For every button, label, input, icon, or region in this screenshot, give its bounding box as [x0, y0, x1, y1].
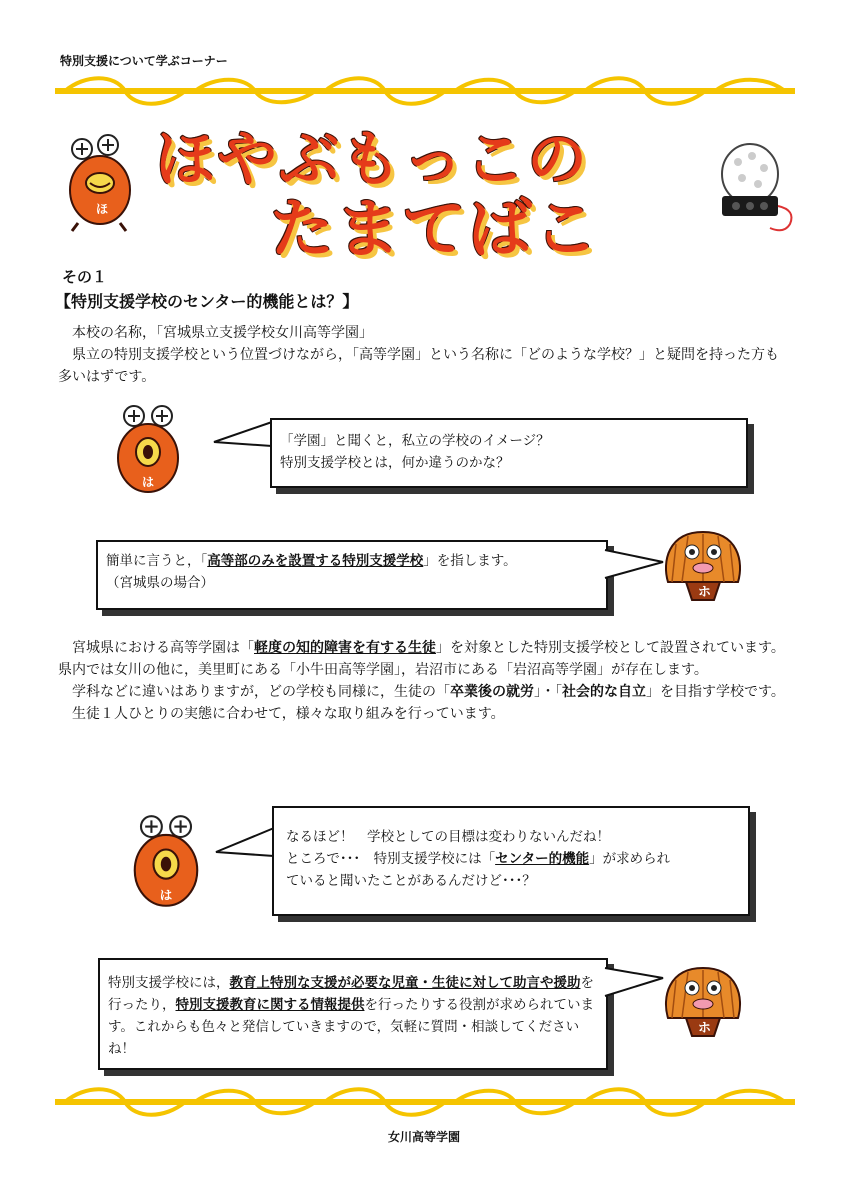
- rice-ball-mascot-icon: [712, 140, 802, 236]
- bubble3-line-1: なるほど！ 学校としての目標は変わりないんだね！: [286, 829, 610, 845]
- svg-text:ホ: ホ: [698, 1021, 712, 1036]
- svg-text:は: は: [142, 475, 155, 489]
- speech-tail: [214, 826, 276, 860]
- body-p3: 生徒１人ひとりの実態に合わせて，様々な取り組みを行っています。: [72, 706, 505, 722]
- scallop-mascot-icon: [660, 528, 746, 610]
- svg-text:ホ: ホ: [698, 585, 712, 600]
- hoya-mascot-icon: [62, 135, 144, 235]
- hoya-mascot-icon: [108, 402, 188, 498]
- ornament-border-bottom: [55, 1085, 795, 1119]
- scallop-mascot-icon: [660, 960, 746, 1050]
- intro-line-2: 県立の特別支援学校という位置づけながら，「高等学園」という名称に「どのような学校？」と疑問を持った方も多いはずです。: [58, 347, 779, 385]
- bubble2-line-2: （宮城県の場合）: [106, 575, 214, 591]
- svg-text:は: は: [159, 887, 173, 903]
- intro-paragraph: [58, 322, 788, 388]
- speech-bubble-hoya-1: [270, 418, 748, 488]
- bubble1-line-1: 「学園」と聞くと，私立の学校のイメージ？: [280, 433, 550, 449]
- body-p1: 宮城県における高等学園は「軽度の知的障害を有する生徒」を対象とした特別支援学校として設置されています。県内では女川の他に，美里町にある「小牛田高等学園」，岩沼市にある「岩沼高等学園」が存在します。: [58, 640, 785, 678]
- speech-tail: [212, 420, 274, 450]
- body-paragraph: [58, 637, 788, 725]
- intro-line-1: 本校の名称，「宮城県立支援学校女川高等学園」: [72, 325, 373, 341]
- speech-bubble-scallop-2: 特別支援学校には，教育上特別な支援が必要な児童・生徒に対して助言や援助を行ったり，特別支援教育に関する情報提供を行ったりする役割が求められています。これからも色々と発信していきますので，気軽に質問・相談してくださいね！: [98, 958, 608, 1070]
- title-line-2: たまてばこ: [270, 193, 600, 267]
- bubble1-line-2: 特別支援学校とは，何か違うのかな？: [280, 455, 510, 471]
- section-number: その１: [62, 268, 108, 286]
- emphasis-text: 高等部のみを設置する特別支援学校: [207, 553, 424, 569]
- speech-tail: [605, 966, 665, 1000]
- section-title: 【特別支援学校のセンター的機能とは？】: [55, 292, 359, 311]
- ornament-border-top: [55, 74, 795, 108]
- corner-label: 特別支援について学ぶコーナー: [60, 54, 228, 68]
- bubble3-line-2: ところで･･･ 特別支援学校には「センター的機能」が求められ: [286, 851, 671, 867]
- title-line-1: ほやぶもっこの: [155, 125, 589, 195]
- speech-bubble-hoya-2: [272, 806, 750, 916]
- body-p2: 学科などに違いはありますが，どの学校も同様に，生徒の「卒業後の就労」・「社会的な自立」を目指す学校です。: [72, 684, 785, 700]
- hoya-mascot-icon: [124, 812, 208, 912]
- bubble3-line-3: ていると聞いたことがあるんだけど･･･？: [286, 873, 536, 889]
- hoya-badge: ほ: [96, 202, 109, 216]
- speech-tail: [605, 548, 665, 582]
- speech-bubble-scallop-1: 簡単に言うと，「高等部のみを設置する特別支援学校」を指します。 （宮城県の場合）: [96, 540, 608, 610]
- footer-school-name: 女川高等学園: [387, 1130, 460, 1144]
